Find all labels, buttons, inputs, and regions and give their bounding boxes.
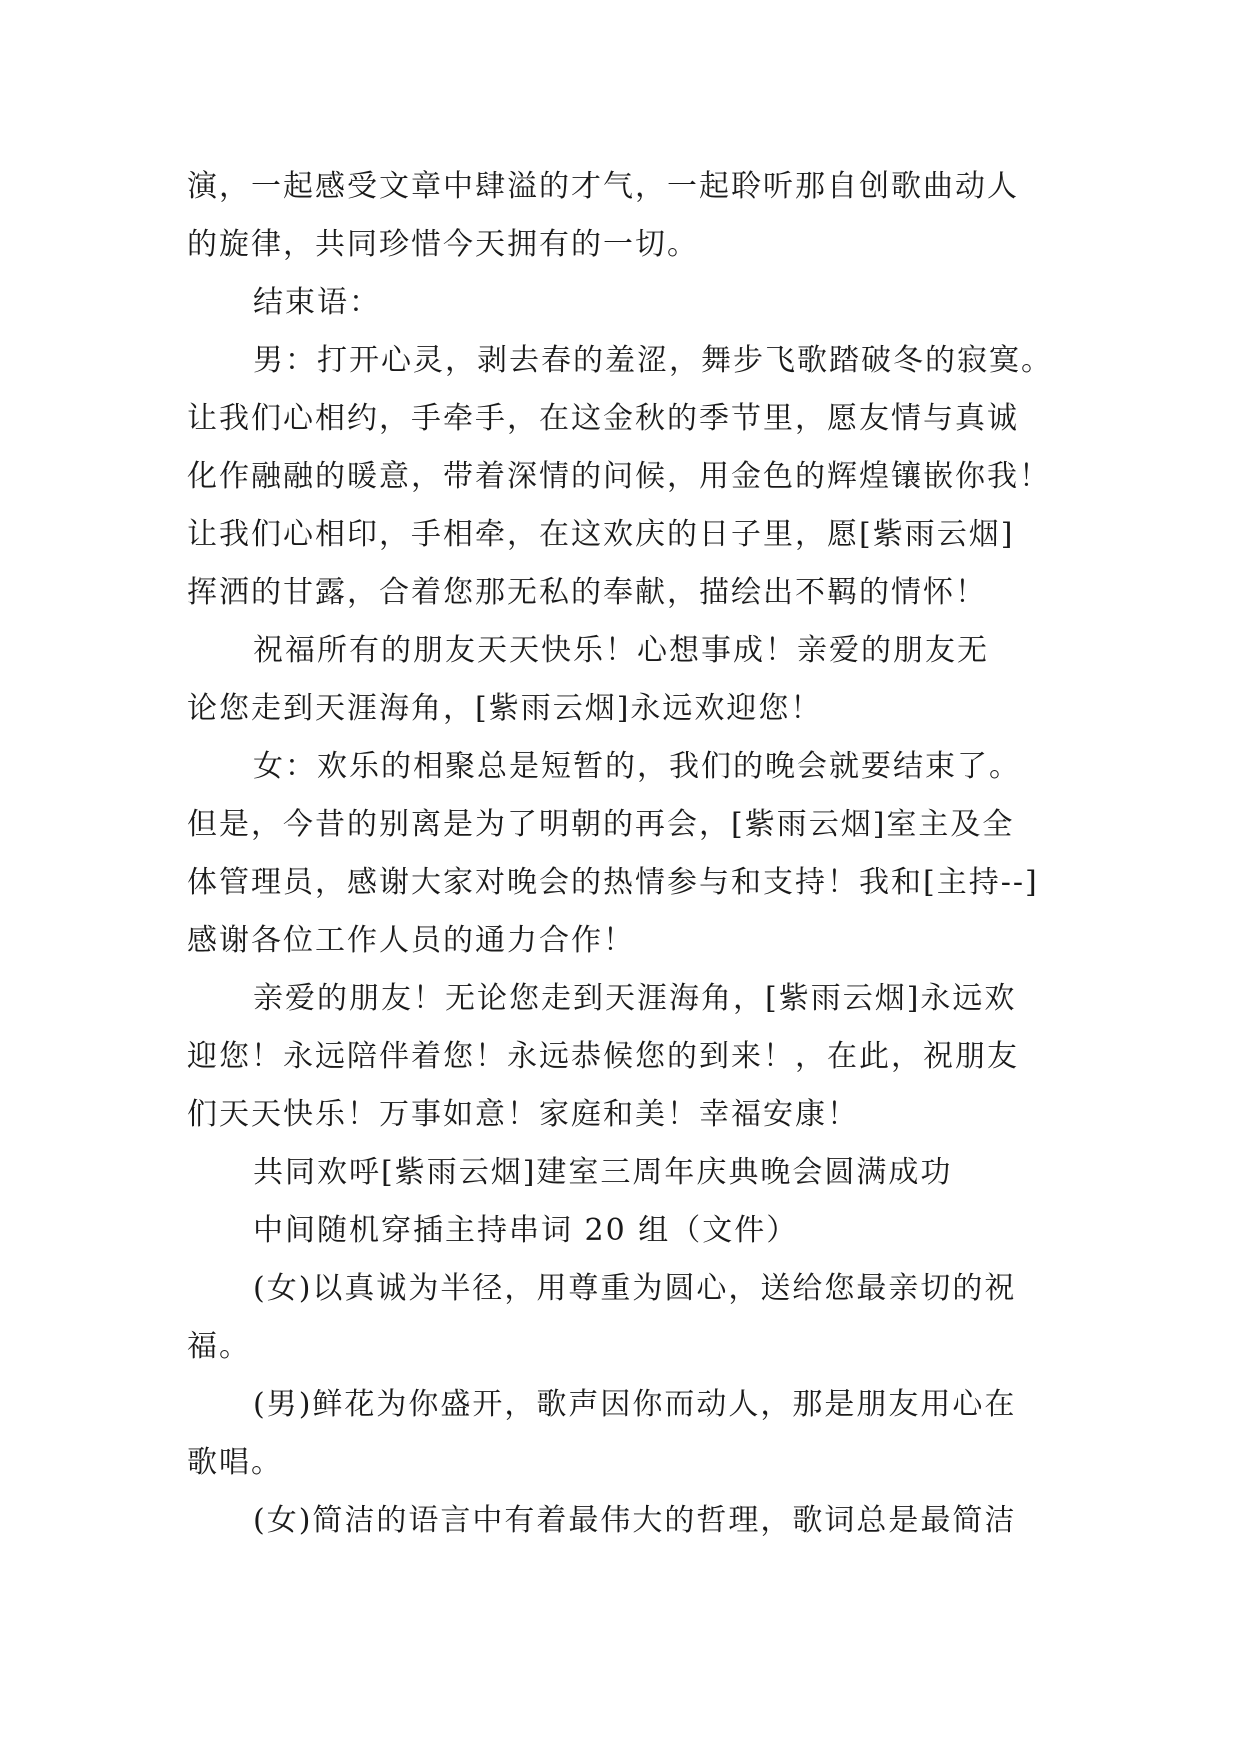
- text-line: 演，一起感受文章中肆溢的才气，一起聆听那自创歌曲动人: [187, 169, 1019, 204]
- text-line: 共同欢呼[紫雨云烟]建室三周年庆典晚会圆满成功: [253, 1155, 953, 1190]
- text-line: 亲爱的朋友！无论您走到天涯海角，[紫雨云烟]永远欢: [253, 981, 1017, 1016]
- document-body: [187, 158, 1067, 1550]
- text-line: 论您走到天涯海角，[紫雨云烟]永远欢迎您！: [187, 691, 823, 726]
- text-line: (男)鲜花为你盛开，歌声因你而动人，那是朋友用心在: [253, 1387, 1017, 1422]
- text-line: 福。: [187, 1329, 251, 1364]
- text-line: 化作融融的暖意，带着深情的问候，用金色的辉煌镶嵌你我！: [187, 459, 1051, 494]
- text-line: 的旋律，共同珍惜今天拥有的一切。: [187, 227, 699, 262]
- text-line: 让我们心相印，手相牵，在这欢庆的日子里，愿[紫雨云烟]: [187, 517, 1015, 552]
- text-line: 体管理员，感谢大家对晚会的热情参与和支持！我和[主持--]: [187, 865, 1039, 900]
- text-line: 但是，今昔的别离是为了明朝的再会，[紫雨云烟]室主及全: [187, 807, 1015, 842]
- text-line: 让我们心相约，手牵手，在这金秋的季节里，愿友情与真诚: [187, 401, 1019, 436]
- text-line: 迎您！永远陪伴着您！永远恭候您的到来！，在此，祝朋友: [187, 1039, 1019, 1074]
- text-line: 结束语：: [253, 285, 381, 320]
- text-line: 女：欢乐的相聚总是短暂的，我们的晚会就要结束了。: [253, 749, 1021, 784]
- text-line: 中间随机穿插主持串词 20 组（文件）: [253, 1213, 799, 1248]
- text-line: (女)简洁的语言中有着最伟大的哲理，歌词总是最简洁: [253, 1503, 1017, 1538]
- text-line: 歌唱。: [187, 1445, 283, 1480]
- text-line: 祝福所有的朋友天天快乐！心想事成！亲爱的朋友无: [253, 633, 989, 668]
- text-line: (女)以真诚为半径，用尊重为圆心，送给您最亲切的祝: [253, 1271, 1017, 1306]
- text-line: 们天天快乐！万事如意！家庭和美！幸福安康！: [187, 1097, 859, 1132]
- text-line: 男：打开心灵，剥去春的羞涩，舞步飞歌踏破冬的寂寞。: [253, 343, 1053, 378]
- text-line: 挥洒的甘露，合着您那无私的奉献，描绘出不羁的情怀！: [187, 575, 987, 610]
- text-line: 感谢各位工作人员的通力合作！: [187, 923, 635, 958]
